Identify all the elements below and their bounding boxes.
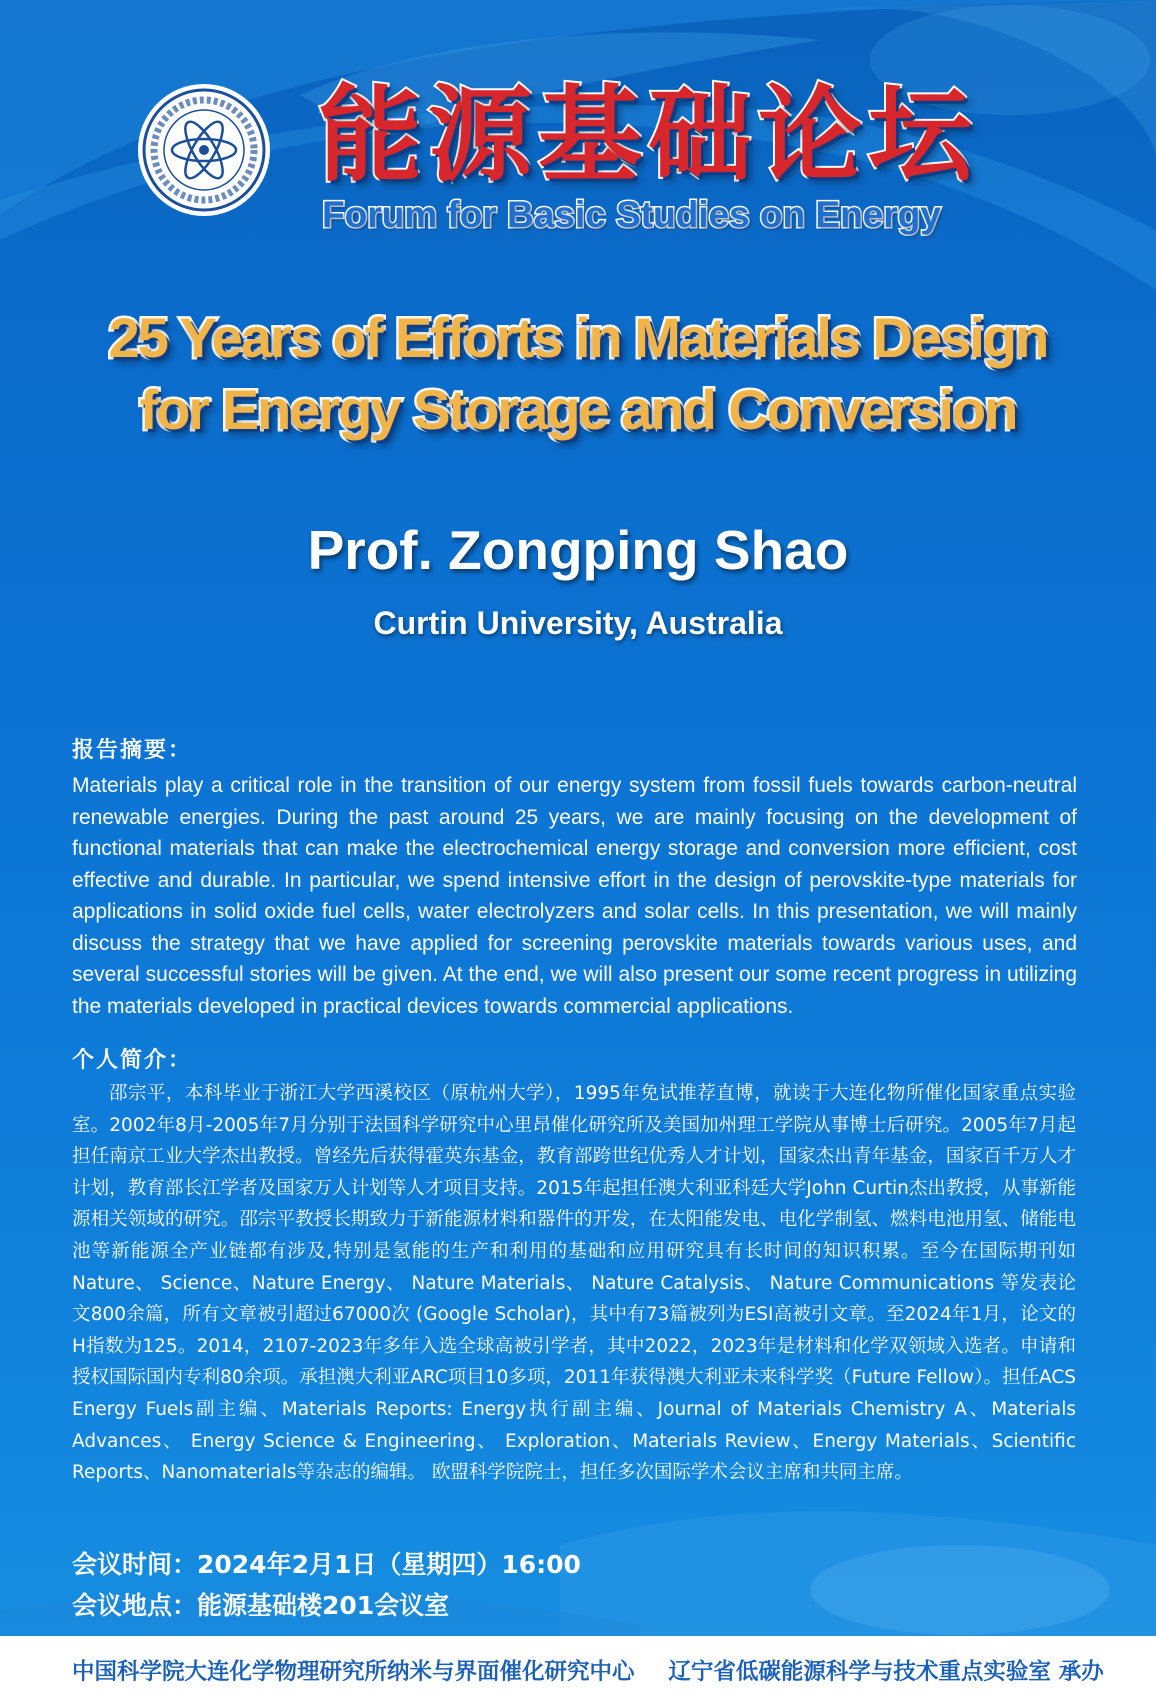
footer-role: 承办 xyxy=(1058,1659,1104,1685)
footer-organizer-2: 辽宁省低碳能源科学与技术重点实验室 xyxy=(668,1659,1051,1685)
speaker-name: Prof. Zongping Shao xyxy=(307,519,849,581)
bio-text: 邵宗平，本科毕业于浙江大学西溪校区（原杭州大学），1995年免试推荐直博，就读于大连化物所催化国家重点实验室。2002年8月-2005年7月分别于法国科学研究中心里昂催化研究所及美国加州理工学院从事博士后研究。2005年7月起担任南京工业大学杰出教授。曾经先后获得霍英东基金，教育部跨世纪优秀人才计划，国家杰出青年基金，国家百千万人才计划，教育部长江学者及国家万人计划等人才项目支持。2015年起担任澳大利亚科廷大学John Curtin杰出教授，从事新能源相关领域的研究。邵宗平教授长期致力于新能源材料和器件的开发，在太阳能发电、电化学制氢、燃料电池用氢、储能电池等新能源全产业链都有涉及,特别是氢能的生产和利用的基础和应用研究具有长时间的知识积累。至今在国际期刊如Nature、 Science、Nature Energy、 Nature Materials、 Nature Catalysis、 Nature Communications 等发表论文800余篇，所有文章被引超过67000次 (Google Scholar)，其中有73篇被列为ESI高被引文章。至2024年1月，论文的H指数为125。2014，2107-2023年多年入选全球高被引学者，其中2022，2023年是材料和化学双领域入选者。申请和授权国际国内专利80余项。承担澳大利亚ARC项目10多项，2011年获得澳大利亚未来科学奖（Future Fellow）。担任ACS Energy Fuels副主编、Materials Reports: Energy执行副主编、Journal of Materials Chemistry A、Materials Advances、 Energy Science & Engineering、 Exploration、Materials Review、Energy Materials、Scientific Reports、Nanomaterials等杂志的编辑。 欧盟科学院院士，担任多次国际学术会议主席和共同主席。 xyxy=(72,1083,1076,1484)
bio-heading: 个人简介： xyxy=(72,1048,193,1073)
abstract-heading: 报告摘要： xyxy=(72,738,193,763)
forum-title-cn: 能源基础论坛 xyxy=(318,74,979,196)
forum-title-en: Forum for Basic Studies on Energy xyxy=(322,194,941,235)
talk-title-line-2: for Energy Storage and Conversion xyxy=(139,378,1017,441)
footer-bar xyxy=(0,1636,1156,1704)
meeting-place: 会议地点：能源基础楼201会议室 xyxy=(72,1591,450,1620)
institute-logo-icon xyxy=(136,82,272,218)
speaker-affiliation: Curtin University, Australia xyxy=(373,605,783,641)
footer-organizers xyxy=(72,1654,1104,1686)
meeting-time: 会议时间：2024年2月1日（星期四）16:00 xyxy=(72,1550,581,1579)
talk-title-line-1: 25 Years of Efforts in Materials Design xyxy=(108,306,1048,369)
footer-organizer-1: 中国科学院大连化学物理研究所纳米与界面催化研究中心 xyxy=(72,1659,635,1685)
abstract-text: Materials play a critical role in the transition of our energy system from fossil fuels towards carbon-neutral renewable energies. During the past around 25 years, we are mainly focusing on the development of functional materials that can make the electrochemical energy storage and conversion more efficient, cost effective and durable. In particular, we spend intensive effort in the design of perovskite-type materials for applications in solid oxide fuel cells, water electrolyzers and solar cells. In this presentation, we will mainly discuss the strategy that we have applied for screening perovskite materials towards various uses, and several successful stories will be given. At the end, we will also present our some recent progress in utilizing the materials developed in practical devices towards commercial applications. xyxy=(72,774,1077,1018)
